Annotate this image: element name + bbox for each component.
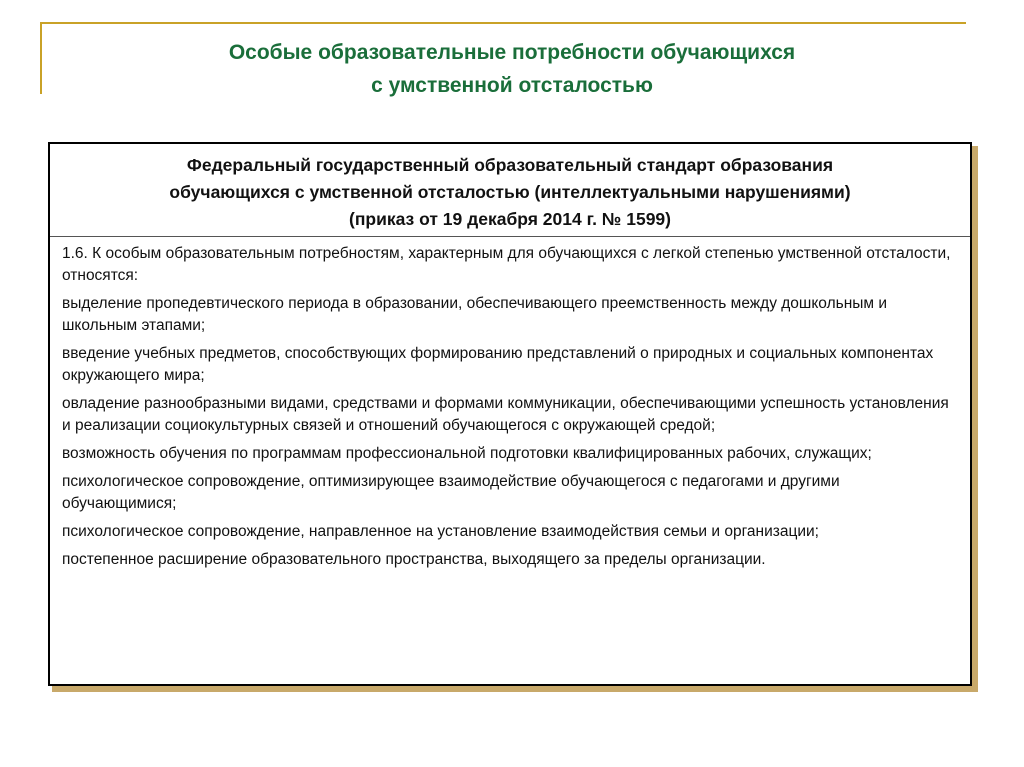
standard-header-line-1: Федеральный государственный образовательный стандарт образования (186, 155, 834, 175)
standard-header-line-2: обучающихся с умственной отсталостью (интеллектуальными нарушениями) (169, 182, 851, 202)
list-item: введение учебных предметов, способствующих формированию представлений о природных и социальных компонентах окружающего мира; (62, 345, 934, 384)
standard-panel (48, 142, 972, 686)
standard-header (50, 144, 970, 237)
standard-header-line-3: (приказ от 19 декабря 2014 г. № 1599) (349, 209, 671, 229)
list-item: овладение разнообразными видами, средствами и формами коммуникации, обеспечивающими успешность установления и реализации социокультурных связей и отношений обучающегося с окружающей средой; (62, 395, 949, 434)
list-item: возможность обучения по программам профессиональной подготовки квалифицированных рабочих, служащих; (62, 445, 872, 462)
slide-title-line-2: с умственной отсталостью (371, 74, 653, 97)
list-item: психологическое сопровождение, оптимизирующее взаимодействие обучающегося с педагогами и другими обучающимися; (62, 473, 840, 512)
standard-body (50, 237, 970, 571)
slide-title-line-1: Особые образовательные потребности обучающихся (228, 41, 796, 64)
decorative-top-line (42, 22, 966, 24)
slide-title (0, 36, 1024, 102)
list-item: психологическое сопровождение, направленное на установление взаимодействия семьи и организации; (62, 523, 819, 540)
list-item: постепенное расширение образовательного пространства, выходящего за пределы организации. (62, 551, 766, 568)
list-item: 1.6. К особым образовательным потребностям, характерным для обучающихся с легкой степенью умственной отсталости, относятся: (62, 245, 951, 284)
list-item: выделение пропедевтического периода в образовании, обеспечивающего преемственность между дошкольным и школьным этапами; (62, 295, 888, 334)
